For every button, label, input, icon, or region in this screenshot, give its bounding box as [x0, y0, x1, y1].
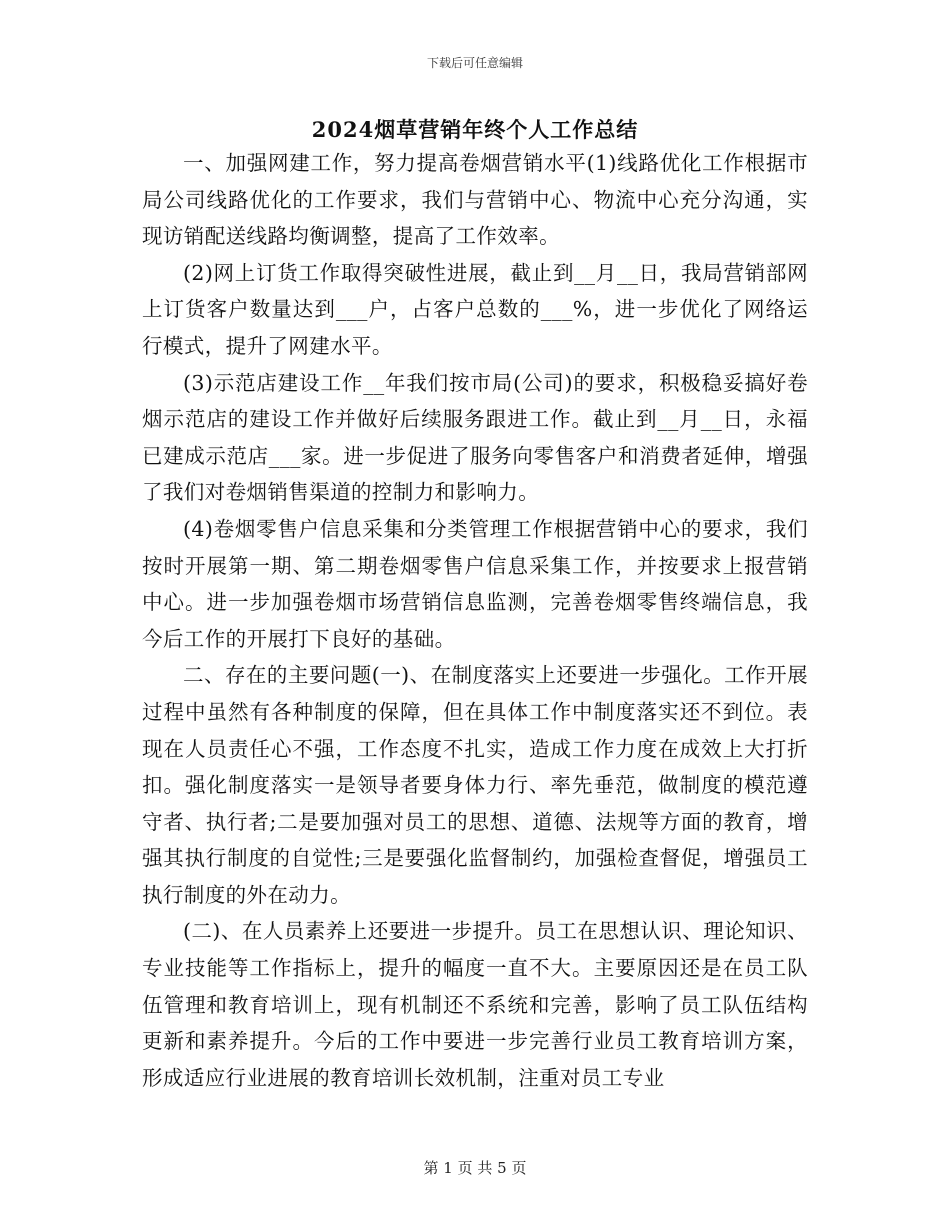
paragraph-staff-quality: (二)、在人员素养上还要进一步提升。员工在思想认识、理论知识、专业技能等工作指标上，提升的幅度一直不大。主要原因还是在员工队伍管理和教育培训上，现有机制还不系统和完善，影响了员工队伍结构更新和素养提升。今后的工作中要进一步完善行业员工教育培训方案，形成适应行业进展的教育培训长效机制，注重对员工专业	[142, 919, 808, 1090]
paragraph-network-building: 一、加强网建工作，努力提高卷烟营销水平(1)线路优化工作根据市局公司线路优化的工作要求，我们与营销中心、物流中心充分沟通，实现访销配送线路均衡调整，提高了工作效率。	[142, 151, 808, 249]
paragraph-main-problems: 二、存在的主要问题(一)、在制度落实上还要进一步强化。工作开展过程中虽然有各种制度的保障，但在具体工作中制度落实还不到位。表现在人员责任心不强，工作态度不扎实，造成工作力度在成效上大打折扣。强化制度落实一是领导者要身体力行、率先垂范，做制度的模范遵守者、执行者;二是要加强对员工的思想、道德、法规等方面的教育，增强其执行制度的自觉性;三是要强化监督制约，加强检查督促，增强员工执行制度的外在动力。	[142, 663, 808, 907]
document-title: 2024烟草营销年终个人工作总结	[311, 117, 639, 142]
paragraph-retailer-info: (4)卷烟零售户信息采集和分类管理工作根据营销中心的要求，我们按时开展第一期、第二期卷烟零售户信息采集工作，并按要求上报营销中心。进一步加强卷烟市场营销信息监测，完善卷烟零售终端信息，我今后工作的开展打下良好的基础。	[142, 516, 808, 651]
page-footer: 第 1 页 共 5 页	[423, 1159, 527, 1177]
paragraph-demo-store: (3)示范店建设工作__年我们按市局(公司)的要求，积极稳妥搞好卷烟示范店的建设工作并做好后续服务跟进工作。截止到__月__日，永福已建成示范店___家。进一步促进了服务向零售客户和消费者延伸，增强了我们对卷烟销售渠道的控制力和影响力。	[142, 370, 808, 505]
page-header: 下载后可任意编辑	[426, 56, 523, 70]
document-body	[142, 145, 808, 1096]
paragraph-online-ordering: (2)网上订货工作取得突破性进展，截止到__月__日，我局营销部网上订货客户数量达到___户，占客户总数的___%，进一步优化了网络运行模式，提升了网建水平。	[142, 260, 808, 358]
